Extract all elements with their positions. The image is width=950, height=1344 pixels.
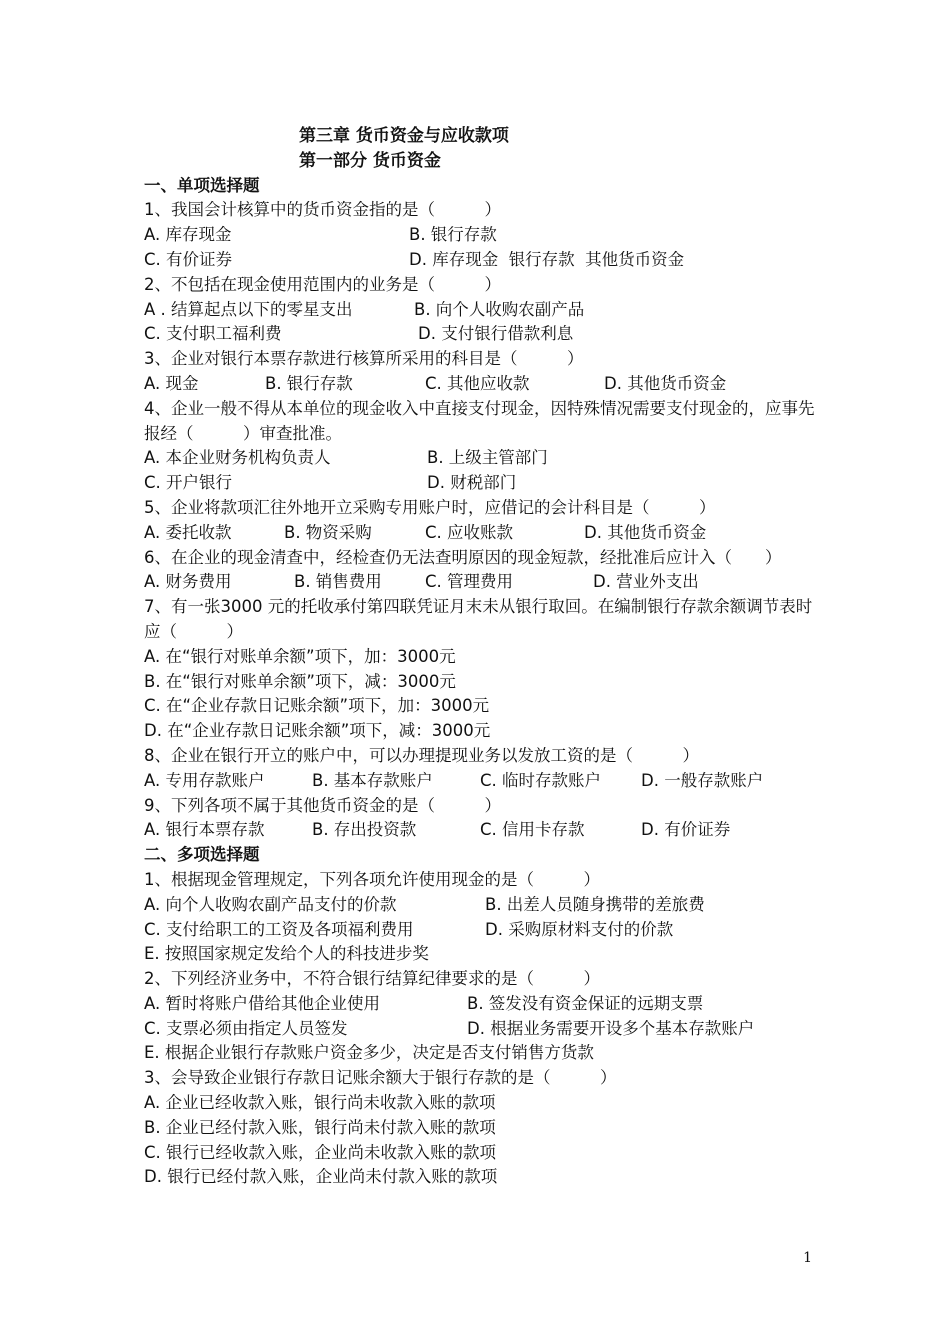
option: C. 其他应收款	[425, 373, 530, 393]
option: C. 管理费用	[425, 572, 514, 592]
option: A. 本企业财务机构负责人	[144, 448, 331, 468]
option-row	[144, 446, 824, 471]
option: C. 支付给职工的工资及各项福利费用	[144, 919, 414, 939]
multi-choice-heading: 二、多项选择题	[144, 845, 260, 865]
option-row	[144, 893, 824, 918]
question-stem: 9、下列各项不属于其他货币资金的是（ ）	[144, 795, 501, 815]
option: B. 向个人收购农副产品	[414, 299, 585, 319]
option-row	[144, 769, 824, 794]
page-number: 1	[803, 1250, 812, 1266]
option: A. 向个人收购农副产品支付的价款	[144, 894, 397, 914]
option: B. 银行存款	[409, 225, 497, 245]
option-row	[144, 322, 824, 347]
part-title: 第一部分 货币资金	[299, 150, 441, 171]
option: C. 信用卡存款	[480, 820, 585, 840]
option: D. 在“企业存款日记账余额”项下，减：3000元	[144, 721, 491, 741]
option-row	[144, 298, 824, 323]
option: A . 结算起点以下的零星支出	[144, 299, 353, 319]
option: E. 按照国家规定发给个人的科技进步奖	[144, 944, 429, 964]
option: C. 支付职工福利费	[144, 324, 282, 344]
question-stem: 2、不包括在现金使用范围内的业务是（ ）	[144, 274, 501, 294]
option: A. 银行本票存款	[144, 820, 265, 840]
option: A. 企业已经收款入账，银行尚未收款入账的款项	[144, 1093, 496, 1113]
option-row	[144, 918, 824, 943]
option: B. 签发没有资金保证的远期支票	[467, 993, 704, 1013]
document-body	[144, 124, 824, 1190]
option: B. 物资采购	[284, 522, 372, 542]
option: B. 在“银行对账单余额”项下，减：3000元	[144, 671, 456, 691]
option-row	[144, 471, 824, 496]
option-row	[144, 1017, 824, 1042]
option: D. 一般存款账户	[641, 770, 764, 790]
question-stem: 8、企业在银行开立的账户中，可以办理提现业务以发放工资的是（ ）	[144, 745, 699, 765]
option: B. 银行存款	[265, 373, 353, 393]
option: D. 其他货币资金	[584, 522, 707, 542]
question-stem: 3、会导致企业银行存款日记账余额大于银行存款的是（ ）	[144, 1068, 617, 1088]
option: B. 出差人员随身携带的差旅费	[485, 894, 705, 914]
option: D. 营业外支出	[593, 572, 699, 592]
option: C. 支票必须由指定人员签发	[144, 1018, 348, 1038]
question-stem: 5、企业将款项汇往外地开立采购专用账户时，应借记的会计科目是（ ）	[144, 497, 716, 517]
option: C. 有价证券	[144, 249, 233, 269]
option: A. 现金	[144, 373, 199, 393]
option: D. 其他货币资金	[604, 373, 727, 393]
question-stem: 1、我国会计核算中的货币资金指的是（ ）	[144, 200, 501, 220]
option: C. 银行已经收款入账，企业尚未收款入账的款项	[144, 1142, 497, 1162]
option: B. 企业已经付款入账，银行尚未付款入账的款项	[144, 1117, 496, 1137]
single-choice-heading: 一、单项选择题	[144, 175, 260, 195]
question-stem: 4、企业一般不得从本单位的现金收入中直接支付现金，因特殊情况需要支付现金的，应事先报经（ ）审查批准。	[144, 398, 815, 443]
option: A. 暂时将账户借给其他企业使用	[144, 993, 380, 1013]
question-stem: 6、在企业的现金清查中，经检查仍无法查明原因的现金短款，经批准后应计入（ ）	[144, 547, 782, 567]
option: D. 采购原材料支付的价款	[485, 919, 674, 939]
option: C. 临时存款账户	[480, 770, 602, 790]
option-row	[144, 992, 824, 1017]
option: D. 有价证券	[641, 820, 731, 840]
option: D. 财税部门	[427, 473, 517, 493]
option: A. 库存现金	[144, 225, 232, 245]
option: D. 支付银行借款利息	[418, 324, 574, 344]
option-row	[144, 818, 824, 843]
option: B. 销售费用	[294, 572, 382, 592]
option: B. 存出投资款	[312, 820, 417, 840]
option: D. 银行已经付款入账，企业尚未付款入账的款项	[144, 1167, 498, 1187]
option: B. 基本存款账户	[312, 770, 433, 790]
option-row	[144, 521, 824, 546]
option: E. 根据企业银行存款账户资金多少，决定是否支付销售方货款	[144, 1043, 594, 1063]
question-stem: 2、下列经济业务中，不符合银行结算纪律要求的是（ ）	[144, 969, 600, 989]
question-stem: 7、有一张3000 元的托收承付第四联凭证月末未从银行取回。在编制银行存款余额调节表时应（ ）	[144, 597, 813, 641]
option: B. 上级主管部门	[427, 448, 548, 468]
option-row	[144, 570, 824, 595]
option: C. 在“企业存款日记账余额”项下，加：3000元	[144, 696, 490, 716]
option: C. 应收账款	[425, 522, 514, 542]
question-stem: 1、根据现金管理规定，下列各项允许使用现金的是（ ）	[144, 869, 600, 889]
option: A. 委托收款	[144, 522, 232, 542]
option-row	[144, 248, 824, 273]
option: D. 根据业务需要开设多个基本存款账户	[467, 1018, 755, 1038]
option-row	[144, 372, 824, 397]
option: A. 财务费用	[144, 572, 232, 592]
option: A. 专用存款账户	[144, 770, 265, 790]
option: C. 开户银行	[144, 473, 233, 493]
option: A. 在“银行对账单余额”项下，加：3000元	[144, 646, 456, 666]
chapter-title: 第三章 货币资金与应收款项	[299, 126, 509, 146]
option-row	[144, 223, 824, 248]
option: D. 库存现金 银行存款 其他货币资金	[409, 249, 685, 269]
question-stem: 3、企业对银行本票存款进行核算所采用的科目是（ ）	[144, 349, 584, 369]
